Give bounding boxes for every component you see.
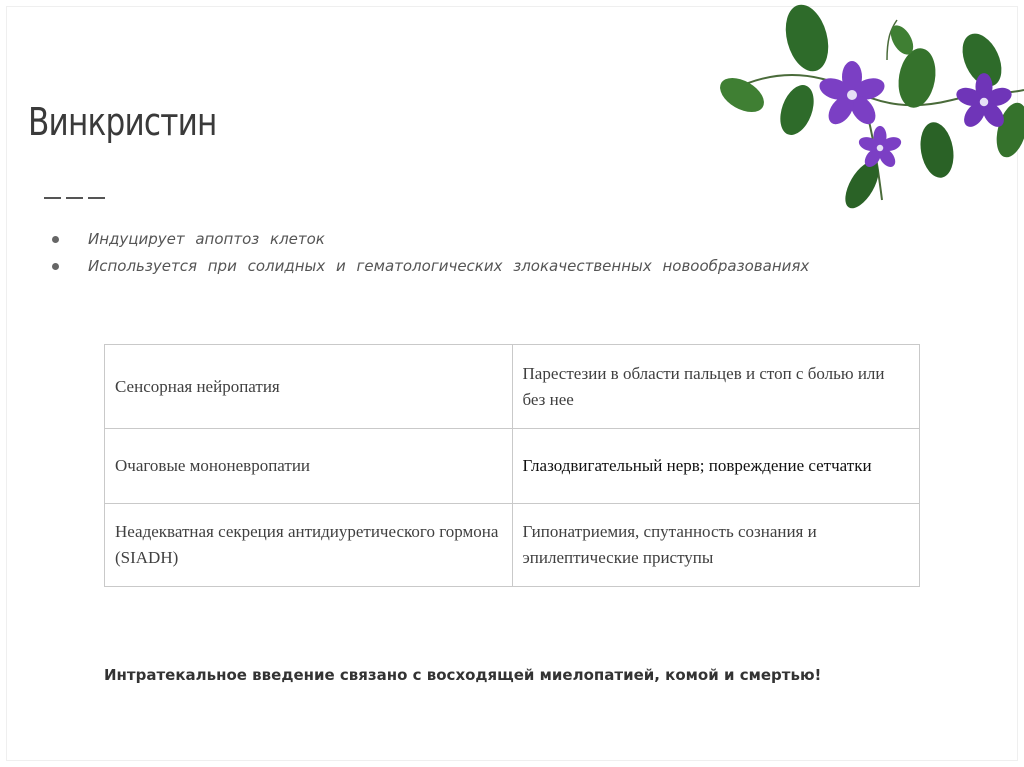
table-cell: Неадекватная секреция антидиуретического гормона (SIADH) xyxy=(105,504,513,587)
flower-blossom xyxy=(857,126,903,170)
table-cell: Очаговые мононевропатии xyxy=(105,429,513,504)
slide-title: Винкристин xyxy=(28,100,217,144)
flower-blossom xyxy=(817,61,888,129)
title-underline xyxy=(44,187,110,208)
warning-text: Интратекальное введение связано с восходящей миелопатией, комой и смертью! xyxy=(104,666,822,684)
table-row xyxy=(105,429,920,504)
table-cell: Парестезии в области пальцев и стоп с болью или без нее xyxy=(512,345,920,429)
table-cell: Сенсорная нейропатия xyxy=(105,345,513,429)
bullet-text: Индуцирует апоптоз клеток xyxy=(88,230,325,248)
bullet-text: Используется при солидных и гематологических злокачественных новообразованиях xyxy=(88,257,810,275)
bullet-dot-icon xyxy=(52,236,59,243)
table-cell: Глазодвигательный нерв; повреждение сетчатки xyxy=(512,429,920,504)
periwinkle-flower-image xyxy=(712,0,1024,220)
side-effects-table xyxy=(104,344,920,587)
table-row xyxy=(105,345,920,429)
bullet-item xyxy=(50,226,809,253)
table-cell: Гипонатриемия, спутанность сознания и эпилептические приступы xyxy=(512,504,920,587)
bullet-list xyxy=(50,226,809,280)
bullet-item xyxy=(50,253,809,280)
bullet-dot-icon xyxy=(52,263,59,270)
table-row xyxy=(105,504,920,587)
